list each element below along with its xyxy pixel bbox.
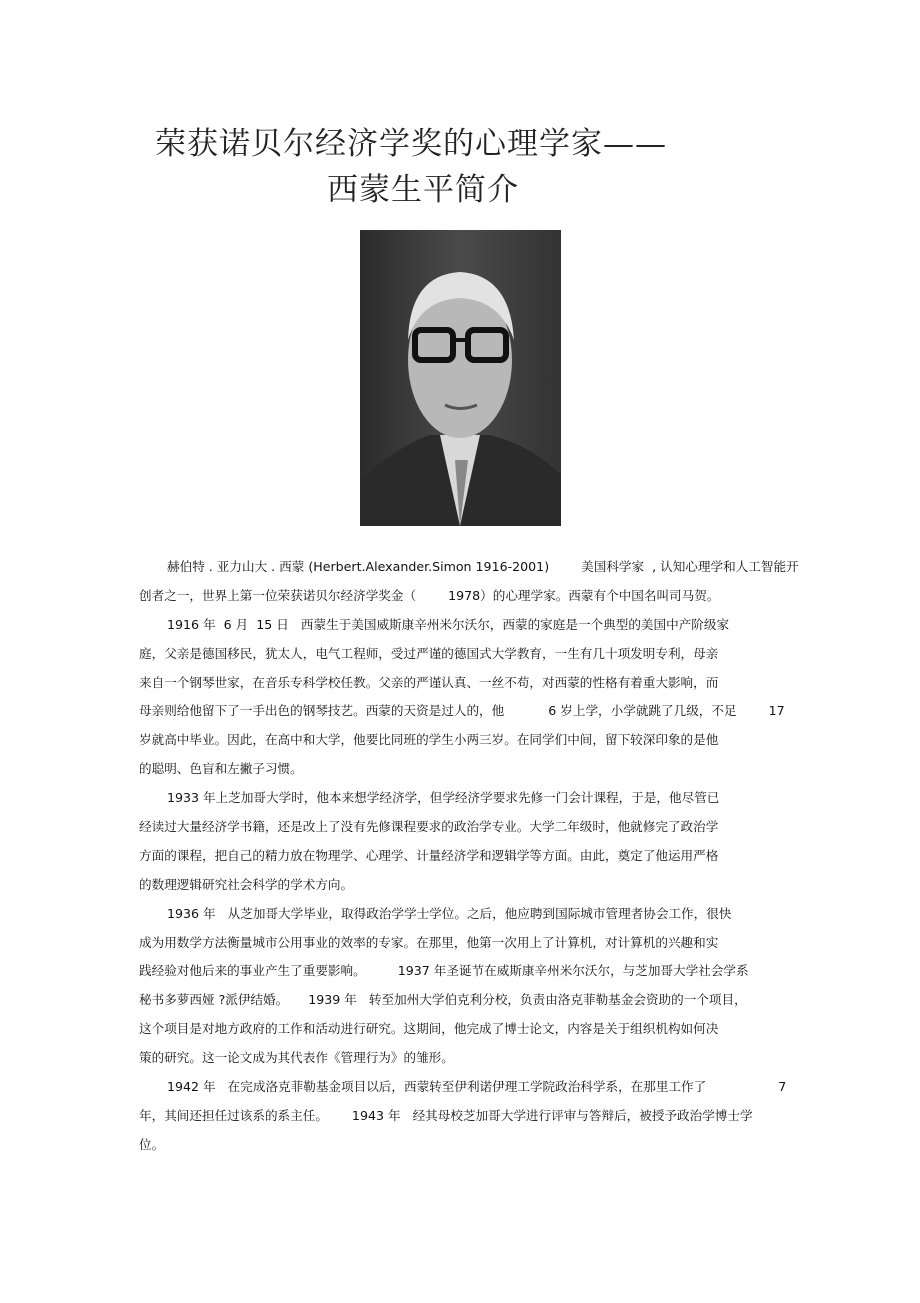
paragraph-4-line: 践经验对他后来的事业产生了重要影响。 1937 年圣诞节在威斯康辛州米尔沃尔，与芝加哥大学社会学系	[139, 963, 749, 979]
paragraph-5-line: 1942 年 在完成洛克菲勒基金项目以后，西蒙转至伊利诺伊理工学院政治科学系，在那里工作了 7	[167, 1079, 787, 1095]
paragraph-1-line: 创者之一，世界上第一位荣获诺贝尔经济学奖金（ 1978）的心理学家。西蒙有个中国名叫司马贺。	[139, 587, 720, 603]
paragraph-3-line: 方面的课程，把自己的精力放在物理学、心理学、计量经济学和逻辑学等方面。由此，奠定了他运用严格	[139, 847, 719, 863]
document-body	[139, 553, 799, 1160]
paragraph-4-line: 秘书多萝西娅 ?派伊结婚。 1939 年 转至加州大学伯克利分校，负责由洛克菲勒基金会资助的一个项目，	[139, 992, 747, 1008]
paragraph-2-line: 母亲则给他留下了一手出色的钢琴技艺。西蒙的天资是过人的，他 6 岁上学，小学就跳了几级，不足 17	[139, 703, 785, 719]
portrait-photo-icon	[360, 230, 561, 526]
paragraph-3-line: 1933 年上芝加哥大学时，他本来想学经济学，但学经济学要求先修一门会计课程，于是，他尽管已	[167, 790, 720, 806]
paragraph-2-line: 1916 年 6 月 15 日 西蒙生于美国威斯康辛州米尔沃尔，西蒙的家庭是一个典型的美国中产阶级家	[167, 616, 730, 632]
paragraph-5-line: 位。	[139, 1136, 165, 1152]
paragraph-2-line: 来自一个钢琴世家，在音乐专科学校任教。父亲的严谨认真、一丝不苟，对西蒙的性格有着重大影响，而	[139, 674, 719, 690]
paragraph-4-line: 策的研究。这一论文成为其代表作《管理行为》的雏形。	[139, 1050, 454, 1066]
paragraph-2-line: 庭，父亲是德国移民，犹太人，电气工程师，受过严谨的德国式大学教育，一生有几十项发明专利，母亲	[139, 645, 719, 661]
document-title-line2: 西蒙生平简介	[327, 172, 519, 208]
document-title-line1: 荣获诺贝尔经济学奖的心理学家——	[155, 126, 667, 162]
paragraph-5-line: 年，其间还担任过该系的系主任。 1943 年 经其母校芝加哥大学进行评审与答辩后，被授予政治学博士学	[139, 1107, 753, 1123]
paragraph-3-line: 经读过大量经济学书籍，还是改上了没有先修课程要求的政治学专业。大学二年级时，他就修完了政治学	[139, 819, 719, 835]
paragraph-2-line: 的聪明、色盲和左撇子习惯。	[139, 761, 303, 777]
paragraph-2-line: 岁就高中毕业。因此，在高中和大学，他要比同班的学生小两三岁。在同学们中间，留下较深印象的是他	[139, 732, 719, 748]
paragraph-1-line: 赫伯特 . 亚力山大 . 西蒙 (Herbert.Alexander.Simon 1916-2001) 美国科学家 , 认知心理学和人工智能开	[167, 559, 799, 574]
paragraph-3-line: 的数理逻辑研究社会科学的学术方向。	[139, 876, 354, 892]
paragraph-4-line: 成为用数学方法衡量城市公用事业的效率的专家。在那里，他第一次用上了计算机，对计算机的兴趣和实	[139, 934, 719, 950]
paragraph-4-line: 1936 年 从芝加哥大学毕业，取得政治学学士学位。之后，他应聘到国际城市管理者协会工作，很快	[167, 905, 732, 921]
paragraph-4-line: 这个项目是对地方政府的工作和活动进行研究。这期间，他完成了博士论文，内容是关于组织机构如何决	[139, 1021, 719, 1037]
